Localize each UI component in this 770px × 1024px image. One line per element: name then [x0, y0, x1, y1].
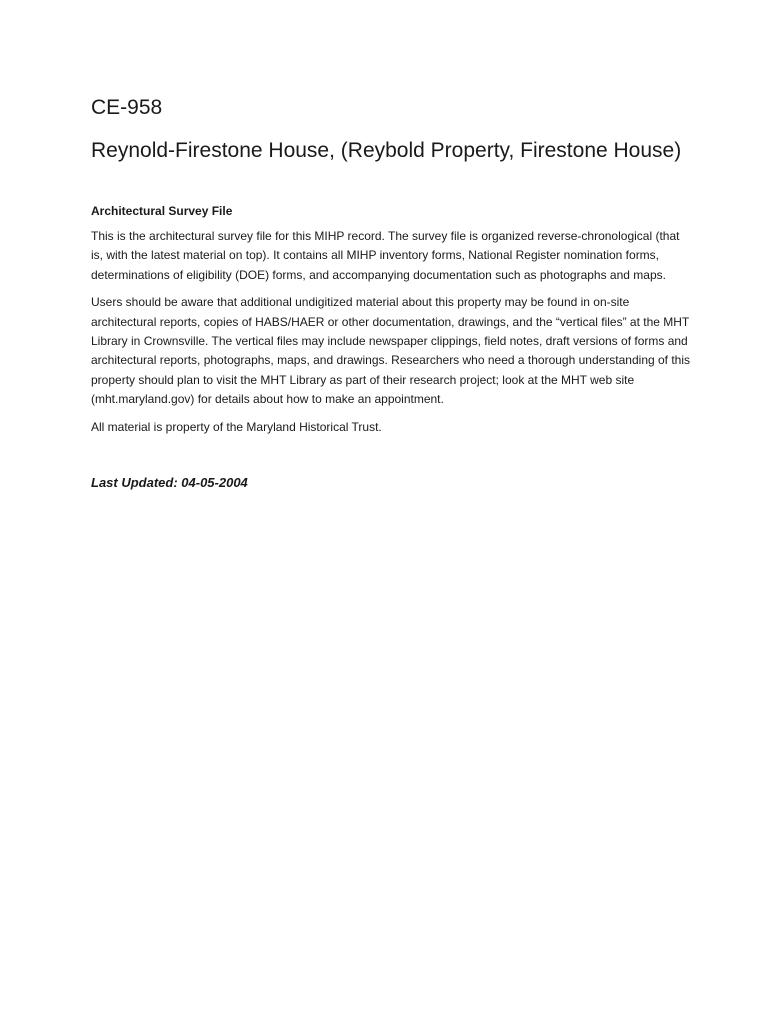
intro-paragraph: This is the architectural survey file for this MIHP record. The survey file is organized reverse-chronological (that is, with the latest material on top). It contains all MIHP inventory forms, National Register nomination forms, determinations of eligibility (DOE) forms, and accompanying documentation such as photographs and maps. [91, 229, 680, 282]
record-id: CE-958 [91, 96, 163, 119]
document-content [91, 94, 691, 492]
last-updated: Last Updated: 04-05-2004 [91, 475, 248, 491]
property-name: Reynold-Firestone House, (Reybold Property, Firestone House) [91, 139, 682, 162]
ownership-paragraph: All material is property of the Maryland Historical Trust. [91, 419, 382, 434]
section-heading: Architectural Survey File [91, 204, 233, 218]
notice-paragraph: Users should be aware that additional undigitized material about this property may be found in on-site architectural reports, copies of HABS/HAER or other documentation, drawings, and the “vertical files” at the MHT Library in Crownsville. The vertical files may include newspaper clippings, field notes, draft versions of forms and architectural reports, photographs, maps, and drawings. Researchers who need a thorough understanding of this property should plan to visit the MHT Library as part of their research project; look at the MHT web site (mht.maryland.gov) for details about how to make an appointment. [91, 295, 691, 407]
